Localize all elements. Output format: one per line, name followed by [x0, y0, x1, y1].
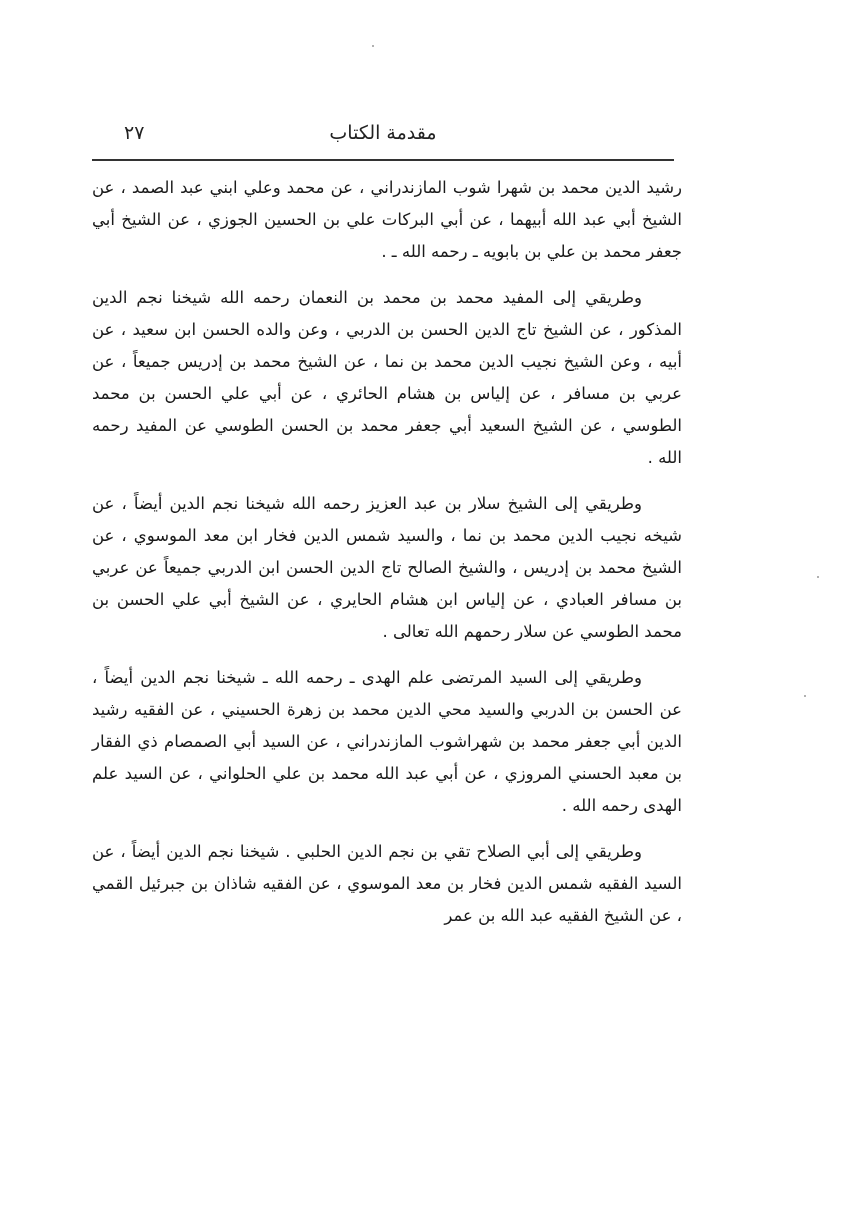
paragraph: وطريقي إلى المفيد محمد بن محمد بن النعمان رحمه الله شيخنا نجم الدين المذكور ، عن الشيخ تاج الدين الحسن بن الدربي ، وعن والده الحسن ابن سعيد ، عن أبيه ، وعن الشيخ نجيب الدين محمد بن نما ، عن الشيخ محمد بن إدريس جميعاً ، عن عربي بن مسافر ، عن إلياس بن هشام الحائري ، عن أبي علي الحسن بن محمد الطوسي ، عن الشيخ السعيد أبي جعفر محمد بن الحسن الطوسي عن المفيد رحمه الله .	[92, 288, 682, 467]
scan-speck	[804, 695, 806, 697]
paragraph: وطريقي إلى الشيخ سلار بن عبد العزيز رحمه الله شيخنا نجم الدين أيضاً ، عن شيخه نجيب الدين محمد بن نما ، والسيد شمس الدين فخار ابن معد الموسوي ، عن الشيخ محمد بن إدريس ، والشيخ الصالح تاج الدين الحسن ابن الدربي جميعاً عن عربي بن مسافر العبادي ، عن إلياس ابن هشام الحايري ، عن الشيخ أبي علي الحسن بن محمد الطوسي عن سلار رحمهم الله تعالى .	[92, 494, 682, 641]
paragraph: رشيد الدين محمد بن شهرا شوب المازندراني ، عن محمد وعلي ابني عبد الصمد ، عن الشيخ أبي عبد الله أبيهما ، عن أبي البركات علي بن الحسين الجوزي ، عن الشيخ أبي جعفر محمد بن علي بن بابويه ـ رحمه الله ـ .	[92, 178, 682, 261]
page-number: ٢٧	[124, 122, 145, 144]
page-header	[92, 118, 674, 154]
paragraph: وطريقي إلى السيد المرتضى علم الهدى ـ رحمه الله ـ شيخنا نجم الدين أيضاً ، عن الحسن بن الدربي والسيد محي الدين محمد بن زهرة الحسيني ، عن الفقيه رشيد الدين أبي جعفر محمد بن شهراشوب المازندراني ، عن السيد أبي الصمصام ذي الفقار بن معبد الحسني المروزي ، عن أبي عبد الله محمد بن علي الحلواني ، عن السيد علم الهدى رحمه الله .	[92, 668, 682, 815]
paragraph: وطريقي إلى أبي الصلاح تقي بن نجم الدين الحلبي . شيخنا نجم الدين أيضاً ، عن السيد الفقيه شمس الدين فخار بن معد الموسوي ، عن الفقيه شاذان بن جبرئيل القمي ، عن الشيخ الفقيه عبد الله بن عمر	[92, 842, 682, 925]
running-title: مقدمة الكتاب	[329, 122, 437, 144]
scan-speck	[372, 45, 374, 47]
page-body	[92, 172, 682, 946]
scan-speck	[817, 576, 819, 578]
header-rule	[92, 159, 674, 161]
